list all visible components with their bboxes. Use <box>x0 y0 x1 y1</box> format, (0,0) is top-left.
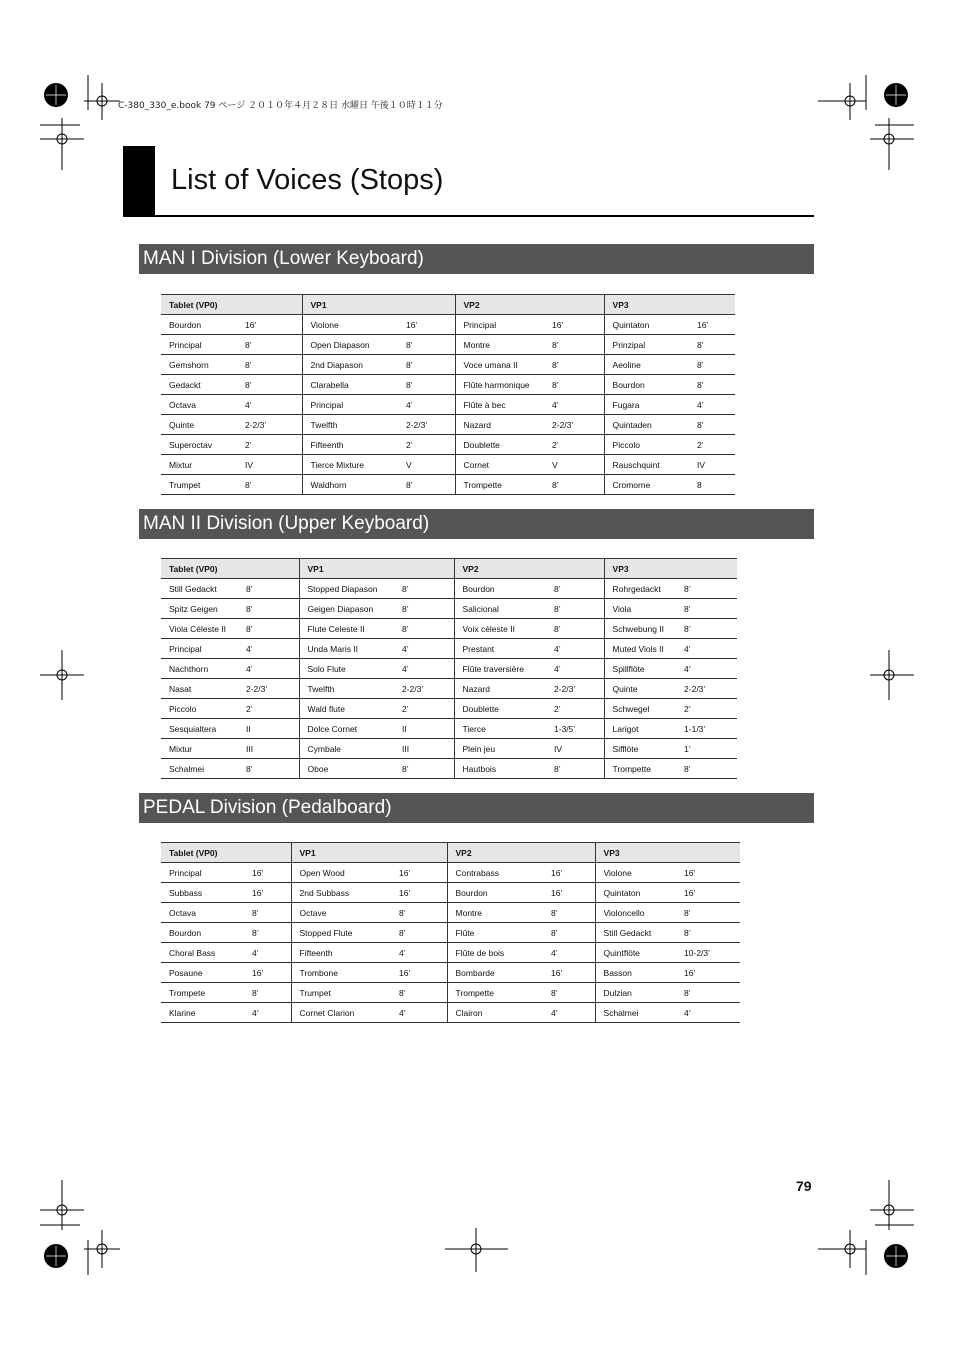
stop-name: Bourdon <box>161 923 252 943</box>
page-number: 79 <box>796 1178 812 1194</box>
stop-pitch: 8’ <box>697 415 735 435</box>
stop-pitch: 16’ <box>252 883 291 903</box>
stop-name: Still Gedackt <box>595 923 684 943</box>
stop-name: Violoncello <box>595 903 684 923</box>
stop-pitch: 4’ <box>399 1003 447 1023</box>
stop-name: Dulzian <box>595 983 684 1003</box>
stop-pitch: 1-3/5’ <box>554 719 604 739</box>
stop-pitch: 4’ <box>551 1003 595 1023</box>
column-header: VP2 <box>447 843 595 863</box>
stop-name: Montre <box>455 335 552 355</box>
stop-pitch: V <box>406 455 455 475</box>
stop-name: Unda Maris II <box>299 639 402 659</box>
stop-pitch: 8’ <box>402 599 454 619</box>
column-header: VP2 <box>454 559 604 579</box>
stop-pitch: 16’ <box>551 883 595 903</box>
column-header: VP1 <box>291 843 447 863</box>
stop-name: Bourdon <box>161 315 245 335</box>
stop-name: Rauschquint <box>604 455 697 475</box>
stop-pitch: 8’ <box>551 983 595 1003</box>
table-row <box>161 883 740 903</box>
stop-pitch: 16’ <box>399 883 447 903</box>
stop-name: Spillflöte <box>604 659 684 679</box>
stop-name: Doublette <box>455 435 552 455</box>
stop-pitch: 8’ <box>246 599 299 619</box>
stop-pitch: 2-2/3’ <box>406 415 455 435</box>
stop-name: Schwegel <box>604 699 684 719</box>
stop-name: Trompete <box>161 983 252 1003</box>
stop-pitch: 4’ <box>697 395 735 415</box>
stop-name: Mixtur <box>161 455 245 475</box>
stop-pitch: IV <box>697 455 735 475</box>
stop-pitch: 8’ <box>551 903 595 923</box>
stop-name: 2nd Diapason <box>302 355 406 375</box>
stop-pitch: 16’ <box>684 883 740 903</box>
stop-pitch: 8’ <box>402 579 454 599</box>
stop-pitch: 8’ <box>684 619 737 639</box>
table-row <box>161 943 740 963</box>
stop-pitch: III <box>402 739 454 759</box>
stop-name: Trombone <box>291 963 399 983</box>
stop-name: Piccolo <box>161 699 246 719</box>
stop-pitch: 16’ <box>551 963 595 983</box>
stop-name: Fugara <box>604 395 697 415</box>
stop-pitch: 10-2/3’ <box>684 943 740 963</box>
stop-pitch: 8’ <box>684 923 740 943</box>
stop-pitch: 8’ <box>554 759 604 779</box>
table-row <box>161 375 735 395</box>
stop-pitch: 2-2/3’ <box>552 415 604 435</box>
stop-pitch: 4’ <box>406 395 455 415</box>
stop-pitch: 4’ <box>684 1003 740 1023</box>
stop-name: Schalmei <box>595 1003 684 1023</box>
table-header-row <box>161 559 737 579</box>
stop-name: Principal <box>161 335 245 355</box>
section-title-man-i: MAN I Division (Lower Keyboard) <box>139 244 814 274</box>
table-row <box>161 963 740 983</box>
stop-pitch: 2-2/3’ <box>554 679 604 699</box>
stop-name: Flûte harmonique <box>455 375 552 395</box>
column-header: VP3 <box>595 843 740 863</box>
stop-pitch: 8’ <box>684 759 737 779</box>
stop-name: Nazard <box>455 415 552 435</box>
stop-name: Fifteenth <box>291 943 399 963</box>
stop-name: Plein jeu <box>454 739 554 759</box>
stop-name: Waldhorn <box>302 475 406 495</box>
stop-name: Larigot <box>604 719 684 739</box>
stop-name: Tierce <box>454 719 554 739</box>
table-row <box>161 475 735 495</box>
table-row <box>161 619 737 639</box>
stop-pitch: 8’ <box>245 375 302 395</box>
stop-name: Quintaton <box>595 883 684 903</box>
stop-pitch: 8’ <box>406 335 455 355</box>
stop-name: Twelfth <box>302 415 406 435</box>
stop-name: Prinzipal <box>604 335 697 355</box>
stop-name: Hautbois <box>454 759 554 779</box>
stop-pitch: 16’ <box>551 863 595 883</box>
stop-pitch: 2’ <box>402 699 454 719</box>
stop-name: Contrabass <box>447 863 551 883</box>
stop-pitch: 8’ <box>252 923 291 943</box>
stop-pitch: 2-2/3’ <box>245 415 302 435</box>
stop-name: Cromorne <box>604 475 697 495</box>
stop-name: Cornet Clarion <box>291 1003 399 1023</box>
stop-name: Superoctav <box>161 435 245 455</box>
stop-pitch: 2’ <box>684 699 737 719</box>
stop-name: Fifteenth <box>302 435 406 455</box>
table-row <box>161 719 737 739</box>
stop-pitch: 8’ <box>245 335 302 355</box>
stop-pitch: 4’ <box>252 1003 291 1023</box>
stop-pitch: 8’ <box>246 619 299 639</box>
stop-pitch: 16’ <box>252 863 291 883</box>
table-row <box>161 355 735 375</box>
column-header: VP2 <box>455 295 604 315</box>
stop-pitch: 2-2/3’ <box>684 679 737 699</box>
stop-pitch: 4’ <box>684 659 737 679</box>
stop-name: Montre <box>447 903 551 923</box>
stop-name: Flûte à bec <box>455 395 552 415</box>
table-row <box>161 759 737 779</box>
stop-pitch: 2’ <box>246 699 299 719</box>
stop-pitch: 8’ <box>406 375 455 395</box>
stop-name: Twelfth <box>299 679 402 699</box>
stop-pitch: 8’ <box>252 983 291 1003</box>
stop-name: Flute Celeste II <box>299 619 402 639</box>
stop-name: Prestant <box>454 639 554 659</box>
stops-table-man-i <box>161 294 735 495</box>
stop-pitch: 8’ <box>399 923 447 943</box>
stop-pitch: 8’ <box>246 579 299 599</box>
stop-pitch: 4’ <box>402 639 454 659</box>
stop-name: Subbass <box>161 883 252 903</box>
stop-name: Quintaton <box>604 315 697 335</box>
stop-pitch: 4’ <box>246 659 299 679</box>
stop-pitch: 4’ <box>551 943 595 963</box>
stop-name: Nachthorn <box>161 659 246 679</box>
title-rule <box>123 215 814 217</box>
stop-name: Violone <box>302 315 406 335</box>
column-header: VP3 <box>604 295 735 315</box>
stop-name: Flûte <box>447 923 551 943</box>
stop-name: Geigen Diapason <box>299 599 402 619</box>
stop-name: Trumpet <box>161 475 245 495</box>
table-header-row <box>161 843 740 863</box>
stop-pitch: 8’ <box>554 599 604 619</box>
table-row <box>161 739 737 759</box>
stop-name: Trumpet <box>291 983 399 1003</box>
table-row <box>161 415 735 435</box>
stop-name: Bombarde <box>447 963 551 983</box>
table-row <box>161 335 735 355</box>
stop-pitch: 2’ <box>552 435 604 455</box>
stop-pitch: 16’ <box>399 963 447 983</box>
stop-name: Solo Flute <box>299 659 402 679</box>
stop-name: Cornet <box>455 455 552 475</box>
stop-name: Trompette <box>455 475 552 495</box>
stop-name: Basson <box>595 963 684 983</box>
stop-pitch: 16’ <box>697 315 735 335</box>
stop-name: Octave <box>291 903 399 923</box>
stop-pitch: 8’ <box>399 983 447 1003</box>
stop-pitch: 4’ <box>252 943 291 963</box>
stop-pitch: 8’ <box>554 579 604 599</box>
stop-name: Dolce Cornet <box>299 719 402 739</box>
stop-name: Voce umana II <box>455 355 552 375</box>
stop-pitch: 16’ <box>245 315 302 335</box>
stop-pitch: 8’ <box>402 759 454 779</box>
column-header: VP1 <box>299 559 454 579</box>
stop-name: Sifflöte <box>604 739 684 759</box>
column-header: VP1 <box>302 295 455 315</box>
stop-pitch: 8’ <box>399 903 447 923</box>
stop-pitch: 8’ <box>684 599 737 619</box>
stop-pitch: 1’ <box>684 739 737 759</box>
stop-name: Salicional <box>454 599 554 619</box>
stop-pitch: III <box>246 739 299 759</box>
stop-pitch: 4’ <box>246 639 299 659</box>
table-row <box>161 315 735 335</box>
table-row <box>161 699 737 719</box>
stop-name: Trompette <box>604 759 684 779</box>
table-row <box>161 983 740 1003</box>
stop-name: Open Wood <box>291 863 399 883</box>
stop-pitch: 2-2/3’ <box>246 679 299 699</box>
stop-name: Spitz Geigen <box>161 599 246 619</box>
table-row <box>161 923 740 943</box>
stop-name: Stopped Diapason <box>299 579 402 599</box>
stop-pitch: 16’ <box>252 963 291 983</box>
stop-name: Stopped Flute <box>291 923 399 943</box>
stop-name: Principal <box>161 639 246 659</box>
stop-name: Principal <box>161 863 252 883</box>
stop-name: Klarine <box>161 1003 252 1023</box>
stop-name: Octava <box>161 395 245 415</box>
stop-name: Still Gedackt <box>161 579 246 599</box>
table-row <box>161 903 740 923</box>
file-info-header: C-380_330_e.book 79 ページ ２０１０年４月２８日 水曜日 午後１０時１１分 <box>118 101 443 111</box>
stop-pitch: 2’ <box>697 435 735 455</box>
table-row <box>161 863 740 883</box>
stop-name: Principal <box>302 395 406 415</box>
stop-name: Bourdon <box>604 375 697 395</box>
stop-name: Wald flute <box>299 699 402 719</box>
table-row <box>161 435 735 455</box>
stop-pitch: 16’ <box>684 963 740 983</box>
stop-name: Nasat <box>161 679 246 699</box>
stop-pitch: 16’ <box>552 315 604 335</box>
stop-name: Posaune <box>161 963 252 983</box>
stop-name: Piccolo <box>604 435 697 455</box>
column-header: Tablet (VP0) <box>161 295 302 315</box>
stop-pitch: 8’ <box>697 355 735 375</box>
stop-pitch: 2-2/3’ <box>402 679 454 699</box>
stop-pitch: 8’ <box>552 355 604 375</box>
stop-pitch: 4’ <box>684 639 737 659</box>
stop-name: Tierce Mixture <box>302 455 406 475</box>
table-row <box>161 455 735 475</box>
stop-name: Viola Céleste II <box>161 619 246 639</box>
stop-pitch: 8’ <box>697 375 735 395</box>
stop-name: Bourdon <box>454 579 554 599</box>
stop-name: Principal <box>455 315 552 335</box>
table-header-row <box>161 295 735 315</box>
stop-name: Doublette <box>454 699 554 719</box>
stops-table-pedal <box>161 842 740 1023</box>
stop-pitch: 4’ <box>554 659 604 679</box>
table-row <box>161 659 737 679</box>
stop-name: Gedackt <box>161 375 245 395</box>
column-header: Tablet (VP0) <box>161 843 291 863</box>
stop-pitch: 8’ <box>402 619 454 639</box>
stop-pitch: 8’ <box>551 923 595 943</box>
stop-pitch: 8’ <box>697 335 735 355</box>
stop-pitch: 4’ <box>402 659 454 679</box>
stop-pitch: II <box>402 719 454 739</box>
stop-pitch: II <box>246 719 299 739</box>
stop-name: Choral Bass <box>161 943 252 963</box>
table-row <box>161 679 737 699</box>
stop-pitch: 8’ <box>246 759 299 779</box>
stop-name: Nazard <box>454 679 554 699</box>
stop-name: Oboe <box>299 759 402 779</box>
stop-name: Clairon <box>447 1003 551 1023</box>
column-header: Tablet (VP0) <box>161 559 299 579</box>
stop-pitch: 16’ <box>684 863 740 883</box>
stop-pitch: 2’ <box>554 699 604 719</box>
stop-pitch: 8’ <box>684 579 737 599</box>
stop-pitch: 8’ <box>554 619 604 639</box>
stop-name: Rohrgedackt <box>604 579 684 599</box>
stop-pitch: V <box>552 455 604 475</box>
table-row <box>161 599 737 619</box>
stop-name: 2nd Subbass <box>291 883 399 903</box>
stop-pitch: IV <box>245 455 302 475</box>
stop-name: Sesquialtera <box>161 719 246 739</box>
stop-name: Quintaden <box>604 415 697 435</box>
section-title-man-ii: MAN II Division (Upper Keyboard) <box>139 509 814 539</box>
stop-pitch: 8’ <box>684 903 740 923</box>
stop-pitch: 2’ <box>406 435 455 455</box>
stop-pitch: 8’ <box>252 903 291 923</box>
stop-name: Open Diapason <box>302 335 406 355</box>
table-row <box>161 395 735 415</box>
stop-pitch: 8’ <box>406 475 455 495</box>
stop-pitch: 4’ <box>554 639 604 659</box>
stop-pitch: 8’ <box>552 335 604 355</box>
stop-pitch: 8’ <box>406 355 455 375</box>
stop-name: Cymbale <box>299 739 402 759</box>
stop-pitch: 16’ <box>406 315 455 335</box>
title-marker-bar <box>123 146 155 217</box>
stop-name: Viola <box>604 599 684 619</box>
stop-name: Schalmei <box>161 759 246 779</box>
stop-pitch: 4’ <box>552 395 604 415</box>
stop-name: Muted Viols II <box>604 639 684 659</box>
stop-pitch: 8 <box>697 475 735 495</box>
stop-pitch: 4’ <box>245 395 302 415</box>
stop-name: Aeoline <box>604 355 697 375</box>
stop-name: Bourdon <box>447 883 551 903</box>
stop-pitch: 8’ <box>552 475 604 495</box>
stop-name: Quintflöte <box>595 943 684 963</box>
table-row <box>161 579 737 599</box>
table-row <box>161 639 737 659</box>
section-title-pedal: PEDAL Division (Pedalboard) <box>139 793 814 823</box>
stop-pitch: 2’ <box>245 435 302 455</box>
stop-name: Trompette <box>447 983 551 1003</box>
stop-pitch: 1-1/3’ <box>684 719 737 739</box>
stop-pitch: 8’ <box>552 375 604 395</box>
stop-pitch: IV <box>554 739 604 759</box>
stop-name: Mixtur <box>161 739 246 759</box>
stop-name: Violone <box>595 863 684 883</box>
page-title: List of Voices (Stops) <box>171 164 444 196</box>
column-header: VP3 <box>604 559 737 579</box>
stop-pitch: 4’ <box>399 943 447 963</box>
stop-name: Clarabella <box>302 375 406 395</box>
stop-name: Octava <box>161 903 252 923</box>
stop-name: Quinte <box>604 679 684 699</box>
stop-name: Voix cèleste II <box>454 619 554 639</box>
stop-pitch: 8’ <box>684 983 740 1003</box>
table-row <box>161 1003 740 1023</box>
stop-name: Flûte traversière <box>454 659 554 679</box>
stop-name: Gemshorn <box>161 355 245 375</box>
stop-name: Flûte de bois <box>447 943 551 963</box>
stop-name: Schwebung II <box>604 619 684 639</box>
stop-pitch: 8’ <box>245 355 302 375</box>
stop-pitch: 8’ <box>245 475 302 495</box>
stop-pitch: 16’ <box>399 863 447 883</box>
stops-table-man-ii <box>161 558 737 779</box>
stop-name: Quinte <box>161 415 245 435</box>
